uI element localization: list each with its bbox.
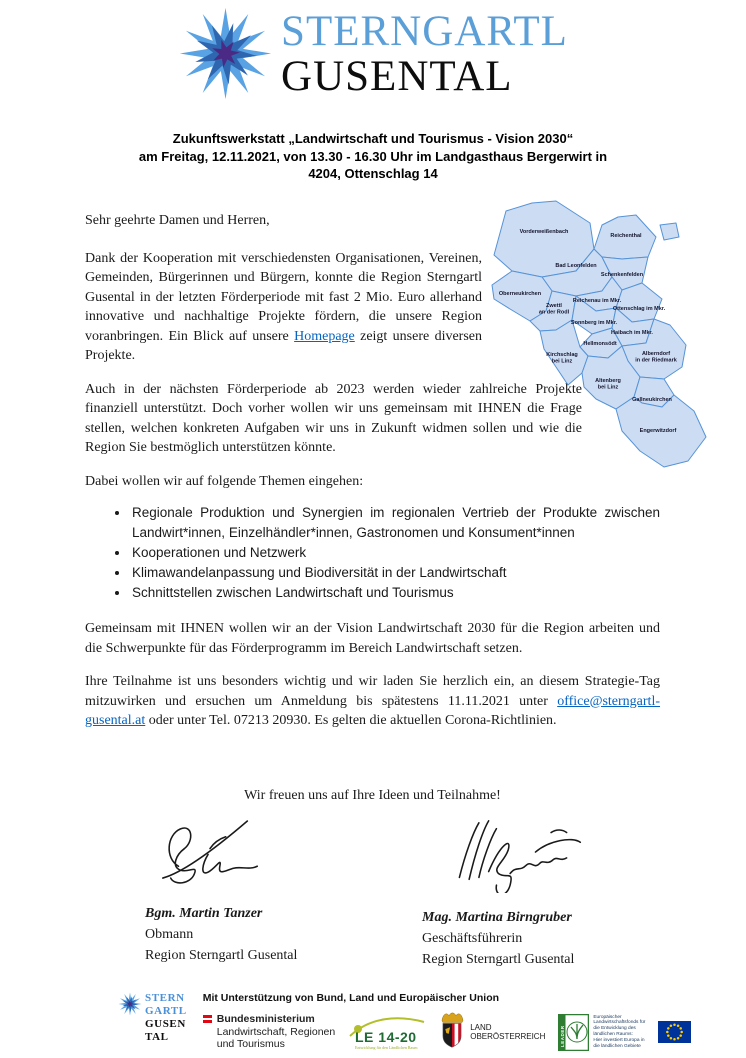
signer-org: Region Sterngartl Gusental <box>422 952 575 967</box>
svg-text:Kirchschlagbei Linz: Kirchschlag bei Linz <box>546 352 578 365</box>
map-wrap-spacer-bottom <box>582 369 660 477</box>
footer-logos <box>118 992 726 1053</box>
svg-text:Gallneukirchen: Gallneukirchen <box>632 397 672 403</box>
cornflower-logo-icon <box>118 992 142 1016</box>
upper-austria-coat-of-arms-icon <box>439 1011 465 1053</box>
paragraph-topics-intro: Dabei wollen wir auf folgende Themen eingehen: <box>85 473 364 489</box>
ministry-line2: Landwirtschaft, Regionen <box>216 1025 336 1038</box>
paragraph-text: Dank der Kooperation mit verschiedensten Organisationen, Vereinen, Gemeinden, Bürgerinnen und Bürgern, konnte die Region Sterngartl Gusental in der letzten Förderperiode mit fast 2 Mio. Euro allerhand innovative und nachhaltige Projekte fördern, die unsere Region voranbringen. Ein Blick auf unsere <box>85 250 482 344</box>
support-line: Mit Unterstützung von Bund, Land und Europäischer Union <box>202 992 500 1004</box>
email-link[interactable]: office@sterngartl-gusental.at <box>85 693 660 728</box>
svg-text:Altenbergbei Linz: Altenberg bei Linz <box>595 378 621 391</box>
signature-birngruber <box>444 815 584 893</box>
org-name-line1: STERNGARTL <box>281 7 568 55</box>
mini-org-logo <box>118 992 187 1044</box>
paragraph-text: Ihre Teilnahme ist uns besonders wichtig und wir laden Sie herzlich ein, an diesem Strategie-Tag mitzuwirken und ersuchen um Anmeldung bis spätestens 11.11.2021 unter <box>85 674 660 709</box>
leader-logo <box>558 1014 589 1051</box>
org-logo <box>0 6 746 101</box>
svg-text:Oberneukirchen: Oberneukirchen <box>498 291 542 297</box>
org-name-line2: GUSENTAL <box>281 52 513 100</box>
signature-section <box>145 815 686 970</box>
signer-org: Region Sterngartl Gusental <box>145 948 298 963</box>
signer-role: Geschäftsführerin <box>422 931 523 946</box>
svg-text:Vorderweißenbach: Vorderweißenbach <box>519 229 569 235</box>
paragraph-vision: Gemeinsam mit IHNEN wollen wir an der Vision Landwirtschaft 2030 für die Region arbeiten und die Schwerpunkte für das Förderprogramm im Bereich Landwirtschaft setzen. <box>85 621 660 656</box>
svg-text:Reichenthal: Reichenthal <box>610 233 642 239</box>
eu-flag <box>658 1021 691 1043</box>
topic-item: • Schnittstellen zwischen Landwirtschaft und Tourismus <box>130 583 660 603</box>
paragraph-registration <box>85 672 660 731</box>
sponsor-logo-row <box>203 1011 692 1053</box>
ministry-line3: und Tourismus <box>216 1038 285 1051</box>
svg-text:Zwettlan der Rodl: Zwettl an der Rodl <box>538 303 570 316</box>
svg-text:Alberndorfin der Riedmark: Alberndorf in der Riedmark <box>635 351 677 364</box>
closing-line: Wir freuen uns auf Ihre Ideen und Teilnahme! <box>244 787 501 803</box>
event-title-line3: 4204, Ottenschlag 14 <box>308 166 438 181</box>
signer-name: Mag. Martina Birngruber <box>422 910 572 925</box>
signer-role: Obmann <box>145 927 194 942</box>
salutation: Sehr geehrte Damen und Herren, <box>85 213 270 228</box>
event-title-line2: am Freitag, 12.11.2021, von 13.30 - 16.30 Uhr im Landgasthaus Bergerwirt in <box>138 148 608 164</box>
signature-tanzer <box>151 815 269 889</box>
paragraph-next-period: Auch in der nächsten Förderperiode ab 2023 werden wieder zahlreiche Projekte finanziell unterstützt. Doch vorher wollen wir uns gemeinsam mit IHNEN die Frage stellen, welchen konkreten Aufgaben wir uns in Zukunft widmen sollen und wie die Region Sie bestmöglich unterstützen könnte. <box>85 381 582 455</box>
event-title <box>40 130 706 183</box>
land-text <box>470 1023 545 1042</box>
le-14-20-logo <box>348 1012 426 1052</box>
svg-text:Sonnberg im Mkr.: Sonnberg im Mkr. <box>570 320 618 326</box>
le-subtext: Entwicklung für den Ländlichen Raum <box>355 1045 418 1050</box>
austria-flag-icon <box>203 1015 212 1023</box>
signature-block-left <box>145 815 422 970</box>
svg-text:Reichenau im Mkr.: Reichenau im Mkr. <box>572 298 622 304</box>
topic-item: • Klimawandelanpassung und Biodiversität in der Landwirtschaft <box>130 563 660 583</box>
svg-text:Hellmonsödt: Hellmonsödt <box>583 341 617 347</box>
svg-text:Haibach im Mkr.: Haibach im Mkr. <box>611 330 653 336</box>
ministry-title: Bundesministerium <box>216 1013 315 1026</box>
topic-item: • Kooperationen und Netzwerk <box>130 543 660 563</box>
leader-eu-fund-block <box>558 1014 645 1051</box>
paragraph-text: oder unter Tel. 07213 20930. Es gelten die aktuellen Corona-Richtlinien. <box>145 713 557 728</box>
signer-name: Bgm. Martin Tanzer <box>145 906 263 921</box>
ministry-text <box>217 1013 336 1051</box>
le-label: LE 14-20 <box>355 1029 417 1045</box>
topics-list <box>85 503 660 603</box>
mini-logo-text: STERN GARTL GUSEN TAL <box>145 992 187 1043</box>
eu-fund-text: Europäischer Landwirtschaftsfonds für die Entwicklung des ländlichen Raums: Hier investiert Europa in die ländlichen Gebiete <box>593 1014 646 1049</box>
leader-label: LEADER <box>560 1024 566 1047</box>
land-line2: OBERÖSTERREICH <box>470 1032 546 1041</box>
letter-body <box>85 197 660 805</box>
topic-item: • Regionale Produktion und Synergien im regionalen Vertrieb der Produkte zwischen Landwirt*innen, Einzelhändler*innen, Gastronomen und Konsument*innen <box>130 503 660 543</box>
map-wrap-spacer-top <box>482 197 660 369</box>
land-line1: LAND <box>470 1022 492 1032</box>
org-logo-text <box>281 7 568 100</box>
svg-text:Schenkenfelden: Schenkenfelden <box>600 272 644 278</box>
support-block <box>203 992 692 1053</box>
event-title-line1: Zukunftswerkstatt „Landwirtschaft und Tourismus - Vision 2030“ <box>172 131 574 146</box>
land-oberoesterreich-logo <box>439 1011 545 1053</box>
signature-block-right <box>422 815 686 970</box>
svg-text:Engerwitzdorf: Engerwitzdorf <box>639 428 677 434</box>
paragraph-text: zeigt unsere diversen Projekte. <box>85 328 482 363</box>
svg-text:Ottenschlag im Mkr.: Ottenschlag im Mkr. <box>612 306 666 312</box>
homepage-link[interactable]: Homepage <box>294 328 355 344</box>
svg-text:Bad Leonfelden: Bad Leonfelden <box>555 263 597 269</box>
cornflower-logo-icon <box>178 6 273 101</box>
ministry-logo <box>203 1013 336 1051</box>
